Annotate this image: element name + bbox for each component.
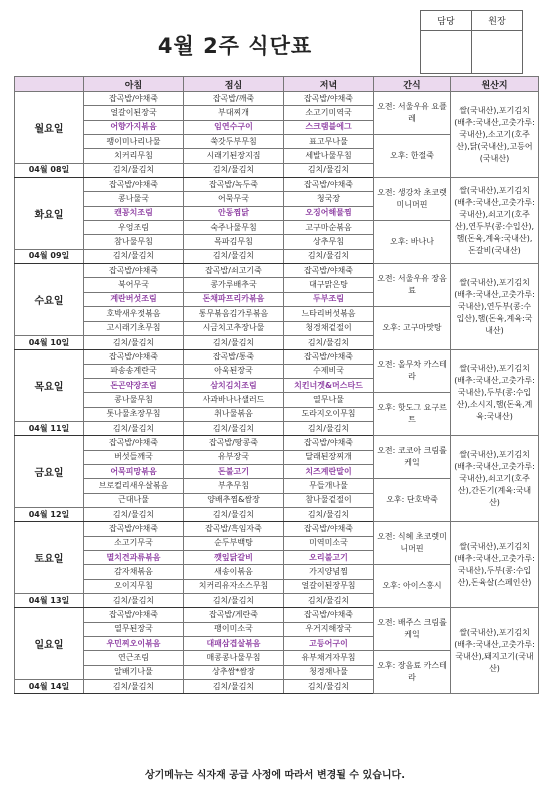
kimchi-cell: 김치/물김치 <box>84 507 184 521</box>
menu-cell: 가지양념찜 <box>284 565 374 579</box>
menu-cell: 오징어해물찜 <box>284 206 374 220</box>
menu-cell: 치즈계란말이 <box>284 464 374 478</box>
menu-cell: 세발나물무침 <box>284 149 374 163</box>
kimchi-cell: 김치/물김치 <box>184 163 284 177</box>
corner-cell <box>15 77 84 92</box>
day-name: 토요일 <box>34 554 64 566</box>
menu-cell: 잡곡밥/야채죽 <box>284 522 374 536</box>
snack-am: 오전: 서울우유 장음료 <box>374 264 451 307</box>
header-origin: 원산지 <box>451 77 539 92</box>
menu-cell: 팽이미소국 <box>184 622 284 636</box>
menu-cell: 감자채볶음 <box>84 565 184 579</box>
menu-cell: 잡곡밥/야채죽 <box>84 264 184 278</box>
kimchi-cell: 김치/물김치 <box>184 335 284 349</box>
day-name: 일요일 <box>34 640 64 652</box>
menu-cell: 어묵무국 <box>184 192 284 206</box>
meal-row <box>15 608 539 622</box>
menu-cell: 청경채나물 <box>284 665 374 679</box>
footer-note: 상기메뉴는 식자재 공급 사정에 따라서 변경될 수 있습니다. <box>144 770 405 781</box>
approval-box <box>420 10 523 74</box>
menu-cell: 팽이미나리나물 <box>84 135 184 149</box>
menu-cell: 참나물무침 <box>84 235 184 249</box>
day-cell <box>15 264 84 336</box>
menu-cell: 대패삼겹살볶음 <box>184 637 284 651</box>
menu-cell: 돈채파프리카볶음 <box>184 292 284 306</box>
menu-cell: 청경채겉절이 <box>284 321 374 335</box>
menu-cell: 통무볶음김가루볶음 <box>184 307 284 321</box>
menu-cell: 얼갈이된장국 <box>84 106 184 120</box>
menu-cell: 느타리버섯볶음 <box>284 307 374 321</box>
origin-cell: 쌀(국내산),포기김치 (배추:국내산,고춧가루:국내산),소고기(호주산),닭(국내산),고등어(국내산) <box>451 92 539 178</box>
menu-cell: 임연수구이 <box>184 120 284 134</box>
menu-cell: 톳나물초장무침 <box>84 407 184 421</box>
menu-cell: 북어무국 <box>84 278 184 292</box>
kimchi-cell: 김치/물김치 <box>284 421 374 435</box>
menu-cell: 수제비국 <box>284 364 374 378</box>
kimchi-cell: 김치/물김치 <box>284 507 374 521</box>
menu-cell: 소고기무국 <box>84 536 184 550</box>
menu-cell: 고등어구이 <box>284 637 374 651</box>
header-lunch: 점심 <box>184 77 284 92</box>
kimchi-cell: 김치/물김치 <box>284 249 374 263</box>
menu-cell: 치커리무침 <box>84 149 184 163</box>
menu-cell: 잡곡밥/땅콩죽 <box>184 436 284 450</box>
meal-row <box>15 92 539 106</box>
kimchi-cell: 김치/물김치 <box>84 421 184 435</box>
snack-am: 오전: 식혜 초코렛미니머핀 <box>374 522 451 565</box>
meal-row <box>15 436 539 450</box>
menu-cell: 돈곤약장조림 <box>84 378 184 392</box>
day-cell <box>15 522 84 594</box>
menu-cell: 아욱된장국 <box>184 364 284 378</box>
menu-cell: 도라지오이무침 <box>284 407 374 421</box>
menu-cell: 미역미소국 <box>284 536 374 550</box>
kimchi-cell: 김치/물김치 <box>284 680 374 694</box>
menu-cell: 잡곡밥/야채죽 <box>284 178 374 192</box>
menu-cell: 콩나물국 <box>84 192 184 206</box>
menu-cell: 잡곡밥/야채죽 <box>284 264 374 278</box>
date-label: 04월 11일 <box>15 421 84 435</box>
menu-cell: 소고기미역국 <box>284 106 374 120</box>
date-label: 04월 14일 <box>15 680 84 694</box>
menu-cell: 잡곡밥/깨죽 <box>184 92 284 106</box>
menu-cell: 잡곡밥/야채죽 <box>84 608 184 622</box>
header-breakfast: 아침 <box>84 77 184 92</box>
menu-cell: 잡곡밥/쇠고기죽 <box>184 264 284 278</box>
menu-cell: 치킨너겟&머스타드 <box>284 378 374 392</box>
kimchi-cell: 김치/물김치 <box>84 335 184 349</box>
menu-cell: 유부채겨자무침 <box>284 651 374 665</box>
date-label: 04월 10일 <box>15 335 84 349</box>
menu-cell: 치커리유자소스무침 <box>184 579 284 593</box>
menu-cell: 표고무나물 <box>284 135 374 149</box>
menu-cell: 깻잎닭갈비 <box>184 551 284 565</box>
kimchi-cell: 김치/물김치 <box>184 507 284 521</box>
menu-cell: 상추쌈*쌈장 <box>184 665 284 679</box>
menu-cell: 콩가루배추국 <box>184 278 284 292</box>
menu-cell: 숙주나물무침 <box>184 221 284 235</box>
menu-cell: 브로컬리새우살볶음 <box>84 479 184 493</box>
header-row <box>15 77 539 92</box>
menu-cell: 삼치김치조림 <box>184 378 284 392</box>
header-snack: 간식 <box>374 77 451 92</box>
approval-label-staff: 담당 <box>421 11 472 31</box>
menu-cell: 청국장 <box>284 192 374 206</box>
day-cell <box>15 350 84 422</box>
origin-cell: 쌀(국내산),포기김치 (배추:국내산,고춧가루:국내산),돼지고기(국내산) <box>451 608 539 694</box>
snack-pm: 오후: 바나나 <box>374 221 451 264</box>
snack-pm: 오후: 핫도그 요구르트 <box>374 393 451 436</box>
menu-cell: 무들개나물 <box>284 479 374 493</box>
menu-cell: 고시래기초무침 <box>84 321 184 335</box>
approval-sign-staff <box>421 31 472 74</box>
origin-cell: 쌀(국내산),포기김치 (배추:국내산,고춧가루:국내산),두부(콩:수입산),소시지,햄(돈육,계육:국내산) <box>451 350 539 436</box>
date-label: 04월 13일 <box>15 594 84 608</box>
menu-cell: 우민찌오이볶음 <box>84 637 184 651</box>
menu-cell: 잡곡밥/야채죽 <box>284 92 374 106</box>
kimchi-cell: 김치/물김치 <box>84 594 184 608</box>
day-cell <box>15 436 84 508</box>
snack-pm: 오후: 장음료 카스테라 <box>374 651 451 694</box>
day-cell <box>15 92 84 164</box>
day-name: 월요일 <box>34 124 64 135</box>
kimchi-cell: 김치/물김치 <box>184 421 284 435</box>
menu-cell: 매콩콩나물무침 <box>184 651 284 665</box>
snack-pm: 오후: 고구마맛탕 <box>374 307 451 350</box>
menu-cell: 참나물겉절이 <box>284 493 374 507</box>
menu-cell: 부추무침 <box>184 479 284 493</box>
kimchi-cell: 김치/물김치 <box>184 680 284 694</box>
kimchi-cell: 김치/물김치 <box>284 163 374 177</box>
menu-cell: 잡곡밥/야채죽 <box>284 350 374 364</box>
snack-am: 오전: 코코아 크림롤케잌 <box>374 436 451 479</box>
day-cell <box>15 608 84 680</box>
menu-cell: 어향가지볶음 <box>84 120 184 134</box>
kimchi-cell: 김치/물김치 <box>84 680 184 694</box>
kimchi-cell: 김치/물김치 <box>84 163 184 177</box>
menu-cell: 새송이볶음 <box>184 565 284 579</box>
page-title: 4월 2주 식단표 <box>157 34 313 58</box>
meal-row <box>15 264 539 278</box>
menu-cell: 연근조림 <box>84 651 184 665</box>
snack-am: 오전: 배주스 크림롤케잌 <box>374 608 451 651</box>
menu-body <box>15 92 539 694</box>
kimchi-cell: 김치/물김치 <box>84 249 184 263</box>
menu-cell: 유부장국 <box>184 450 284 464</box>
menu-cell: 잡곡밥/야채죽 <box>84 350 184 364</box>
menu-cell: 오이지무침 <box>84 579 184 593</box>
menu-cell: 목파김무침 <box>184 235 284 249</box>
kimchi-cell: 김치/물김치 <box>284 594 374 608</box>
day-cell <box>15 178 84 250</box>
menu-cell: 잡곡밥/야채죽 <box>84 522 184 536</box>
menu-cell: 안동찜닭 <box>184 206 284 220</box>
origin-cell: 쌀(국내산),포기김치 (배추:국내산,고춧가루:국내산),쇠고기(호주산),연두부(콩:수입산),햄(돈육,계육:국내산),돈갈비(국내산) <box>451 178 539 264</box>
menu-cell: 시래기된장지짐 <box>184 149 284 163</box>
menu-cell: 버섯들깨국 <box>84 450 184 464</box>
day-name: 화요일 <box>34 210 64 222</box>
menu-cell: 달래된장찌개 <box>284 450 374 464</box>
menu-cell: 돈불고기 <box>184 464 284 478</box>
kimchi-cell: 김치/물김치 <box>284 335 374 349</box>
meal-row <box>15 178 539 192</box>
menu-cell: 양배추찜&쌈장 <box>184 493 284 507</box>
kimchi-cell: 김치/물김치 <box>184 249 284 263</box>
menu-cell: 잡곡밥/야채죽 <box>84 436 184 450</box>
menu-cell: 호박새우젓볶음 <box>84 307 184 321</box>
menu-cell: 부대찌개 <box>184 106 284 120</box>
menu-cell: 취나물볶음 <box>184 407 284 421</box>
menu-cell: 두부조림 <box>284 292 374 306</box>
menu-cell: 멸치견과류볶음 <box>84 551 184 565</box>
menu-cell: 대구맑은탕 <box>284 278 374 292</box>
menu-cell: 쑥갓두부무침 <box>184 135 284 149</box>
date-label: 04월 08일 <box>15 163 84 177</box>
snack-am: 오전: 올무차 카스테라 <box>374 350 451 393</box>
menu-cell: 스크램블에그 <box>284 120 374 134</box>
menu-cell: 상추무침 <box>284 235 374 249</box>
menu-cell: 시금치고추장나물 <box>184 321 284 335</box>
kimchi-cell: 김치/물김치 <box>184 594 284 608</box>
menu-cell: 우엉조림 <box>84 221 184 235</box>
header-dinner: 저녁 <box>284 77 374 92</box>
day-name: 금요일 <box>34 468 64 480</box>
origin-cell: 쌀(국내산),포기김치 (배추:국내산,고춧가루:국내산),쇠고기(호주산),간돈기(계육:국내산) <box>451 436 539 522</box>
menu-cell: 순두부백탕 <box>184 536 284 550</box>
menu-cell: 캔꽁치조림 <box>84 206 184 220</box>
day-name: 수요일 <box>34 296 64 308</box>
menu-cell: 얼갈이된장무침 <box>284 579 374 593</box>
meal-row <box>15 522 539 536</box>
date-label: 04월 12일 <box>15 507 84 521</box>
menu-cell: 근대나물 <box>84 493 184 507</box>
snack-pm: 오후: 한절죽 <box>374 135 451 178</box>
menu-cell: 콩나물무침 <box>84 393 184 407</box>
snack-am: 오전: 서울우유 요플레 <box>374 92 451 135</box>
approval-label-director: 원장 <box>472 11 523 31</box>
day-name: 목요일 <box>34 382 64 394</box>
approval-sign-director <box>472 31 523 74</box>
menu-table <box>14 76 539 694</box>
menu-cell: 잡곡밥/녹두죽 <box>184 178 284 192</box>
menu-cell: 잡곡밥/흑임자죽 <box>184 522 284 536</box>
menu-cell: 잡곡밥/게란죽 <box>184 608 284 622</box>
menu-cell: 잡곡밥/야채죽 <box>284 608 374 622</box>
menu-cell: 잡곡밥/야채죽 <box>284 436 374 450</box>
snack-pm: 오후: 아이스홍시 <box>374 565 451 608</box>
origin-cell: 쌀(국내산),포기김치 (배추:국내산,고춧가루:국내산),연두부(콩:수입산),햄(돈육,계육:국내산) <box>451 264 539 350</box>
menu-cell: 파송송계란국 <box>84 364 184 378</box>
menu-cell: 어묵피망볶음 <box>84 464 184 478</box>
origin-cell: 쌀(국내산),포기김치 (배추:국내산,고춧가루:국내산),두부(콩:수입산),돈육살(스페인산) <box>451 522 539 608</box>
snack-am: 오전: 생강차 초코렛미니머핀 <box>374 178 451 221</box>
menu-cell: 잡곡밥/야채죽 <box>84 92 184 106</box>
meal-row <box>15 350 539 364</box>
menu-cell: 고구마순볶음 <box>284 221 374 235</box>
menu-cell: 오리불고기 <box>284 551 374 565</box>
snack-pm: 오후: 단호박죽 <box>374 479 451 522</box>
menu-cell: 사과바나나샐러드 <box>184 393 284 407</box>
menu-cell: 우거지해장국 <box>284 622 374 636</box>
menu-cell: 열무된장국 <box>84 622 184 636</box>
menu-cell: 알배기나물 <box>84 665 184 679</box>
menu-cell: 열무나물 <box>284 393 374 407</box>
menu-cell: 계란버섯조림 <box>84 292 184 306</box>
menu-cell: 잡곡밥/야채죽 <box>84 178 184 192</box>
menu-cell: 잡곡밥/통죽 <box>184 350 284 364</box>
date-label: 04월 09일 <box>15 249 84 263</box>
